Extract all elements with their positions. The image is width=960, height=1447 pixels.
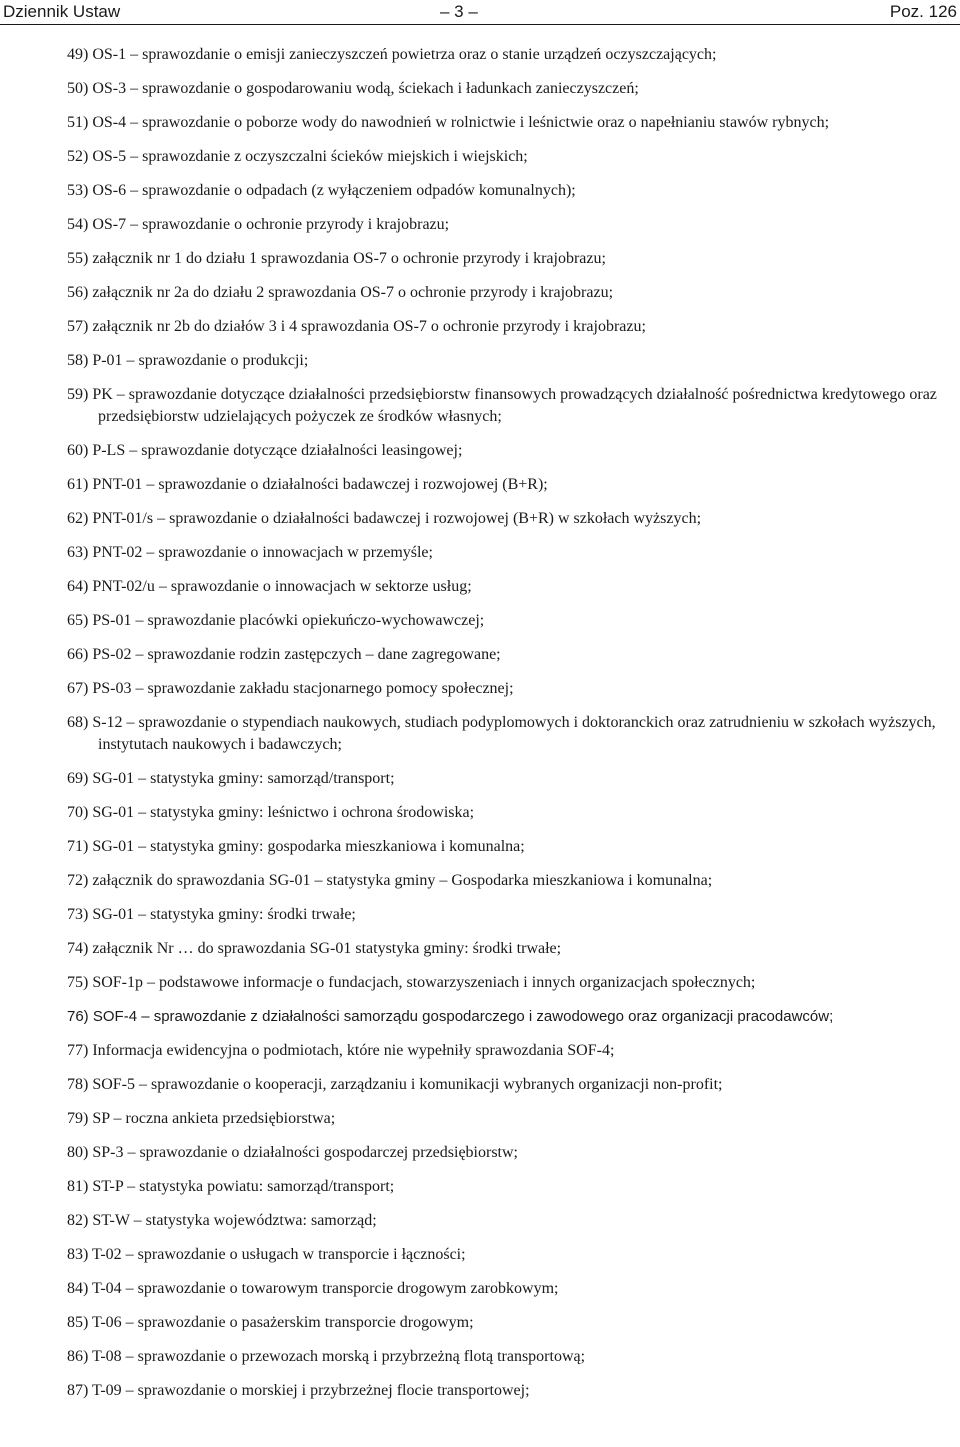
list-item: [67, 836, 959, 858]
item-text: T-08 – sprawozdanie o przewozach morską i przybrzeżną flotą transportową;: [92, 1348, 586, 1365]
item-number: 57): [67, 318, 89, 335]
item-text: załącznik nr 2a do działu 2 sprawozdania OS-7 o ochronie przyrody i krajobrazu;: [92, 284, 614, 301]
item-number: 72): [67, 872, 89, 889]
list-item: [67, 180, 959, 202]
list-item: [67, 440, 959, 462]
item-number: 52): [67, 148, 89, 165]
item-text: załącznik nr 1 do działu 1 sprawozdania OS-7 o ochronie przyrody i krajobrazu;: [92, 250, 606, 267]
list-item: [67, 1312, 959, 1334]
item-number: 49): [67, 46, 89, 63]
list-item: [67, 214, 959, 236]
list-item: [67, 712, 959, 756]
item-text: SP-3 – sprawozdanie o działalności gospodarczej przedsiębiorstw;: [92, 1144, 518, 1161]
list-item: [67, 316, 959, 338]
item-text: PK – sprawozdanie dotyczące działalności przedsiębiorstw finansowych prowadzących działalność pośrednictwa kredytowego oraz przedsiębiorstw udzielających pożyczek ze środków własnych;: [92, 386, 937, 425]
list-item: [67, 644, 959, 666]
item-text: T-04 – sprawozdanie o towarowym transporcie drogowym zarobkowym;: [92, 1280, 559, 1297]
item-number: 84): [67, 1280, 89, 1297]
item-text: SP – roczna ankieta przedsiębiorstwa;: [92, 1110, 336, 1127]
item-text: P-01 – sprawozdanie o produkcji;: [92, 352, 309, 369]
item-text: OS-7 – sprawozdanie o ochronie przyrody i krajobrazu;: [92, 216, 450, 233]
item-number: 77): [67, 1042, 89, 1059]
list-item: [67, 870, 959, 892]
item-number: 70): [67, 804, 89, 821]
item-text: PS-02 – sprawozdanie rodzin zastępczych – dane zagregowane;: [92, 646, 501, 663]
item-text: SOF-1p – podstawowe informacje o fundacjach, stowarzyszeniach i innych organizacjach społecznych;: [92, 974, 756, 991]
item-text: S-12 – sprawozdanie o stypendiach naukowych, studiach podyplomowych i doktoranckich oraz zatrudnieniu w szkołach wyższych, instytutach naukowych i badawczych;: [92, 714, 936, 753]
item-number: 56): [67, 284, 89, 301]
item-number: 68): [67, 714, 89, 731]
item-text: ST-W – statystyka województwa: samorząd;: [92, 1212, 377, 1229]
list-item: [67, 1142, 959, 1164]
item-number: 69): [67, 770, 89, 787]
list-item: [67, 768, 959, 790]
item-text: OS-5 – sprawozdanie z oczyszczalni ścieków miejskich i wiejskich;: [92, 148, 528, 165]
list-item: [67, 350, 959, 372]
item-number: 50): [67, 80, 89, 97]
page-number: – 3 –: [440, 2, 478, 21]
list-item: [67, 1210, 959, 1232]
list-item: [67, 508, 959, 530]
item-number: 63): [67, 544, 89, 561]
item-number: 79): [67, 1110, 89, 1127]
item-number: 67): [67, 680, 89, 697]
item-number: 83): [67, 1246, 89, 1263]
item-text: T-02 – sprawozdanie o usługach w transporcie i łączności;: [92, 1246, 466, 1263]
item-text: SG-01 – statystyka gminy: gospodarka mieszkaniowa i komunalna;: [92, 838, 525, 855]
list-item: [67, 938, 959, 960]
item-number: 53): [67, 182, 89, 199]
list-item: [67, 610, 959, 632]
list-item: [67, 474, 959, 496]
item-text: PNT-02/u – sprawozdanie o innowacjach w sektorze usług;: [92, 578, 472, 595]
item-number: 73): [67, 906, 89, 923]
item-text: SOF-4 – sprawozdanie z działalności samorządu gospodarczego i zawodowego oraz organizacji pracodawców;: [92, 1008, 834, 1025]
item-number: 58): [67, 352, 89, 369]
list-item: [67, 1108, 959, 1130]
item-text: ST-P – statystyka powiatu: samorząd/transport;: [92, 1178, 395, 1195]
item-number: 66): [67, 646, 89, 663]
list-item: [67, 1278, 959, 1300]
item-number: 75): [67, 974, 89, 991]
item-number: 78): [67, 1076, 89, 1093]
item-number: 80): [67, 1144, 89, 1161]
item-text: PS-03 – sprawozdanie zakładu stacjonarnego pomocy społecznej;: [92, 680, 514, 697]
header-rule: [0, 24, 960, 25]
item-text: PNT-01 – sprawozdanie o działalności badawczej i rozwojowej (B+R);: [92, 476, 548, 493]
item-number: 59): [67, 386, 89, 403]
item-text: OS-1 – sprawozdanie o emisji zanieczyszczeń powietrza oraz o stanie urządzeń oczyszczających;: [92, 46, 717, 63]
list-item: [67, 1006, 959, 1028]
page-header: [0, 0, 960, 26]
list-item: [67, 78, 959, 100]
list-item: [67, 1346, 959, 1368]
item-text: SOF-5 – sprawozdanie o kooperacji, zarządzaniu i komunikacji wybranych organizacji non-profit;: [92, 1076, 723, 1093]
list-item: [67, 44, 959, 66]
item-number: 86): [67, 1348, 89, 1365]
list-item: [67, 384, 959, 428]
list-item: [67, 1176, 959, 1198]
item-text: OS-3 – sprawozdanie o gospodarowaniu wodą, ściekach i ładunkach zanieczyszczeń;: [92, 80, 639, 97]
item-text: T-09 – sprawozdanie o morskiej i przybrzeżnej flocie transportowej;: [92, 1382, 530, 1399]
position-number: Poz. 126: [889, 2, 957, 21]
item-text: Informacja ewidencyjna o podmiotach, które nie wypełniły sprawozdania SOF-4;: [92, 1042, 615, 1059]
item-number: 61): [67, 476, 89, 493]
list-item: [67, 1040, 959, 1062]
item-text: załącznik do sprawozdania SG-01 – statystyka gminy – Gospodarka mieszkaniowa i komunalna;: [92, 872, 713, 889]
item-text: PNT-01/s – sprawozdanie o działalności badawczej i rozwojowej (B+R) w szkołach wyższych;: [92, 510, 702, 527]
item-number: 76): [67, 1008, 89, 1025]
list-item: [67, 282, 959, 304]
item-text: SG-01 – statystyka gminy: samorząd/transport;: [92, 770, 395, 787]
item-number: 82): [67, 1212, 89, 1229]
publication-title: Dziennik Ustaw: [3, 2, 121, 21]
item-number: 65): [67, 612, 89, 629]
item-number: 54): [67, 216, 89, 233]
item-number: 60): [67, 442, 89, 459]
list-item: [67, 678, 959, 700]
list-item: [67, 1380, 959, 1402]
item-number: 74): [67, 940, 89, 957]
item-text: OS-6 – sprawozdanie o odpadach (z wyłączeniem odpadów komunalnych);: [92, 182, 576, 199]
item-number: 64): [67, 578, 89, 595]
item-number: 71): [67, 838, 89, 855]
item-text: P-LS – sprawozdanie dotyczące działalności leasingowej;: [92, 442, 463, 459]
item-number: 85): [67, 1314, 89, 1331]
item-number: 87): [67, 1382, 89, 1399]
list-item: [67, 972, 959, 994]
item-text: PS-01 – sprawozdanie placówki opiekuńczo-wychowawczej;: [92, 612, 485, 629]
list-item: [67, 576, 959, 598]
report-list: [67, 44, 959, 1414]
item-text: OS-4 – sprawozdanie o poborze wody do nawodnień w rolnictwie i leśnictwie oraz o napełnianiu stawów rybnych;: [92, 114, 830, 131]
item-text: załącznik Nr … do sprawozdania SG-01 statystyka gminy: środki trwałe;: [92, 940, 562, 957]
list-item: [67, 146, 959, 168]
item-text: PNT-02 – sprawozdanie o innowacjach w przemyśle;: [92, 544, 433, 561]
item-text: SG-01 – statystyka gminy: środki trwałe;: [92, 906, 356, 923]
item-number: 62): [67, 510, 89, 527]
list-item: [67, 248, 959, 270]
item-text: T-06 – sprawozdanie o pasażerskim transporcie drogowym;: [92, 1314, 474, 1331]
item-number: 51): [67, 114, 89, 131]
list-item: [67, 112, 959, 134]
item-number: 55): [67, 250, 89, 267]
list-item: [67, 1244, 959, 1266]
item-number: 81): [67, 1178, 89, 1195]
list-item: [67, 542, 959, 564]
item-text: załącznik nr 2b do działów 3 i 4 sprawozdania OS-7 o ochronie przyrody i krajobrazu;: [92, 318, 646, 335]
list-item: [67, 802, 959, 824]
item-text: SG-01 – statystyka gminy: leśnictwo i ochrona środowiska;: [92, 804, 475, 821]
list-item: [67, 904, 959, 926]
list-item: [67, 1074, 959, 1096]
